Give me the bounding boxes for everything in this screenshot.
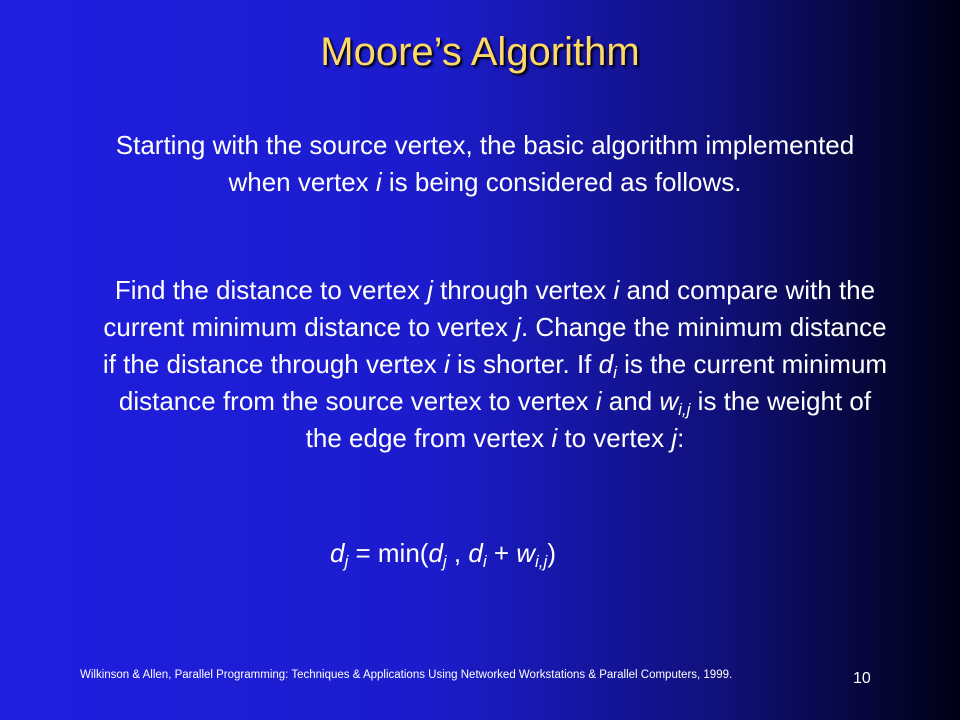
- formula-d: d: [468, 538, 483, 568]
- algo-text: . Change the minimum distance if the distance through vertex: [102, 312, 887, 379]
- var-j: j: [515, 312, 521, 342]
- var-j: j: [427, 275, 433, 305]
- algo-text: is shorter. If: [449, 349, 599, 379]
- algo-text: is the current minimum distance from the source vertex to vertex: [118, 349, 888, 416]
- subscript-ij: i,j: [678, 400, 691, 419]
- formula-d: d: [330, 538, 345, 568]
- formula-eq: = min(: [348, 538, 429, 568]
- intro-paragraph: [100, 127, 870, 201]
- formula-w: w: [516, 538, 536, 568]
- algo-text: Find the distance to vertex: [114, 275, 428, 305]
- subscript-i: i: [613, 363, 617, 382]
- var-j: j: [671, 423, 678, 453]
- formula-sub-i: i: [482, 552, 487, 571]
- algo-text: and compare with the current minimum distance to vertex: [103, 275, 876, 342]
- intro-text-1: Starting with the source vertex, the basic algorithm implemented when vertex: [115, 130, 855, 197]
- algo-text: through vertex: [432, 275, 614, 305]
- algo-text: is the weight of the edge from vertex: [305, 386, 872, 453]
- formula-close: ): [547, 538, 556, 568]
- formula-sub-j: j: [442, 552, 447, 571]
- var-i: i: [595, 386, 602, 416]
- var-d: d: [598, 349, 614, 379]
- formula-plus: +: [486, 538, 517, 568]
- formula-sub-j: j: [344, 552, 349, 571]
- update-formula: [330, 535, 556, 571]
- var-i: i: [444, 349, 450, 379]
- algo-text: and: [601, 386, 660, 416]
- var-i: i: [375, 167, 382, 197]
- formula-d: d: [428, 538, 443, 568]
- intro-text-2: is being considered as follows.: [381, 167, 742, 197]
- algo-text: :: [677, 423, 685, 453]
- formula-comma: ,: [446, 538, 469, 568]
- page-number: 10: [853, 670, 871, 687]
- var-i: i: [613, 275, 620, 305]
- var-w: w: [659, 386, 679, 416]
- var-i: i: [551, 423, 558, 453]
- footer-citation: Wilkinson & Allen, Parallel Programming: Techniques & Applications Using Networked Workstations & Parallel Computers, 1999.: [80, 669, 733, 681]
- slide-title: Moore’s Algorithm: [320, 30, 640, 74]
- algo-text: to vertex: [557, 423, 672, 453]
- formula-sub-ij: i,j: [535, 552, 548, 571]
- algorithm-paragraph: [100, 272, 890, 457]
